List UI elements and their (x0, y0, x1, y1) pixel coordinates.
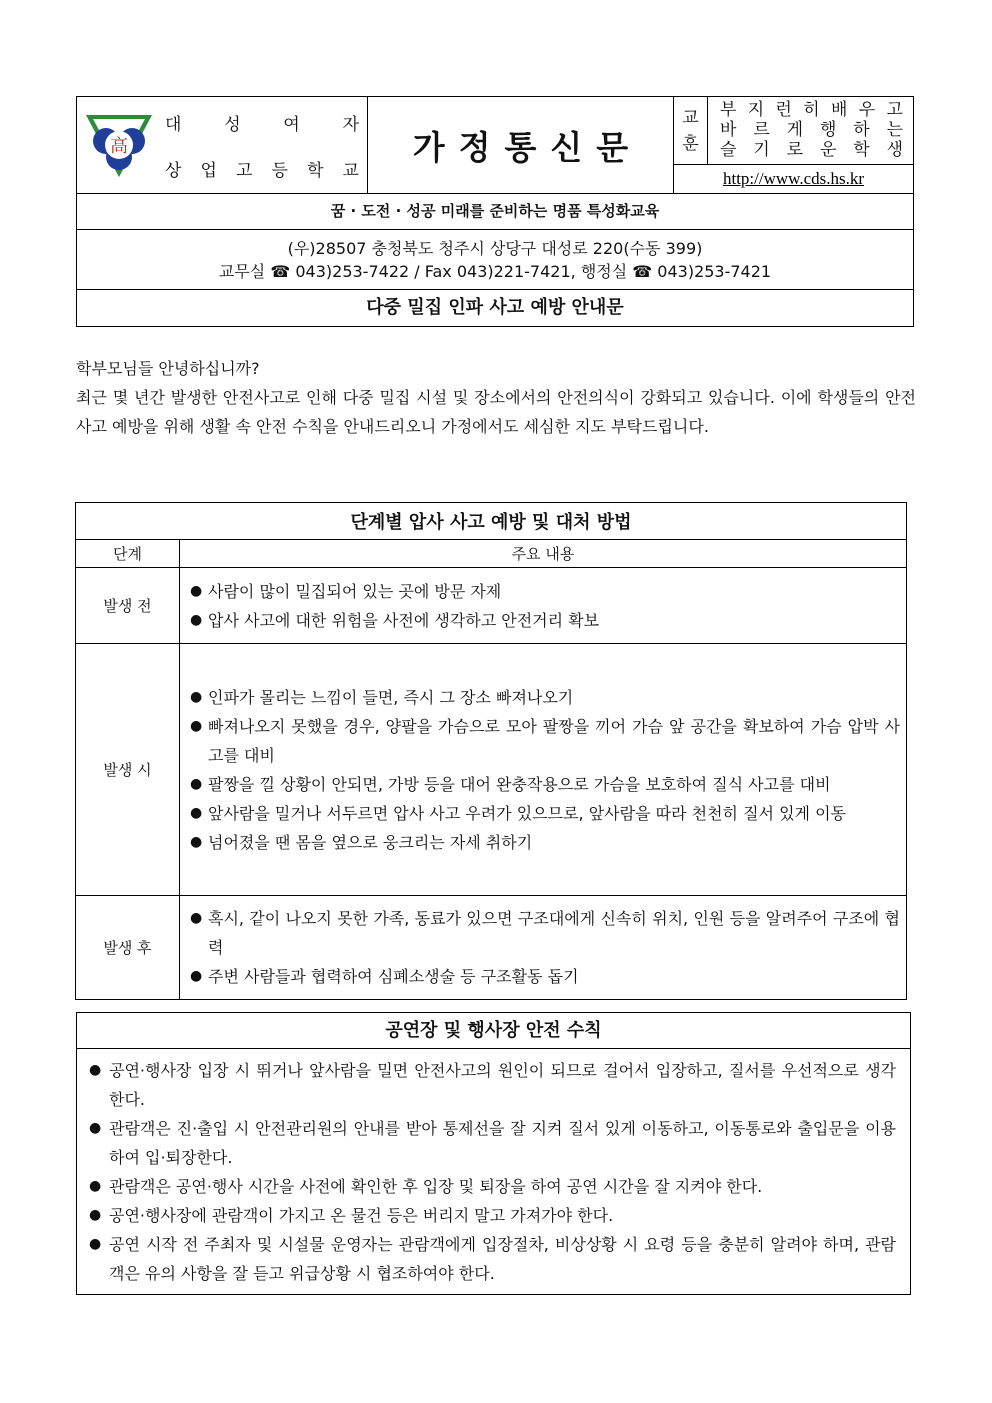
motto-char: 런 (775, 100, 792, 120)
school-name-char: 업 (200, 161, 217, 181)
content-cell (180, 568, 907, 644)
motto-char: 하 (853, 120, 870, 140)
school-name-char: 자 (342, 115, 359, 135)
stage-cell: 발생 후 (76, 896, 180, 1000)
school-name-line1 (165, 112, 359, 138)
stage-cell: 발생 전 (76, 568, 180, 644)
list-item-text: 앞사람을 밀거나 서두르면 압사 사고 우려가 있으므로, 앞사람을 따라 천천히 질서 있게 이동 (208, 803, 846, 823)
greeting: 학부모님들 안녕하십니까? (76, 359, 260, 378)
motto-char: 르 (753, 120, 770, 140)
list-item-text: 사람이 많이 밀집되어 있는 곳에 방문 자제 (208, 581, 502, 601)
slogan: 꿈 · 도전 · 성공 미래를 준비하는 명품 특성화교육 (77, 194, 913, 230)
column-header-content: 주요 내용 (180, 540, 907, 568)
phone-numbers: 교무실 ☎ 043)253-7422 / Fax 043)221-7421, 행정실 ☎ 043)253-7421 (218, 262, 772, 281)
bullet-icon: ● (190, 968, 203, 984)
list-item-text: 팔짱을 낄 상황이 안되면, 가방 등을 대어 완충작용으로 가슴을 보호하여 질식 사고를 대비 (208, 774, 831, 794)
letterhead (76, 96, 914, 327)
list-item (188, 962, 900, 991)
intro-paragraph: 최근 몇 년간 발생한 안전사고로 인해 다중 밀집 시설 및 장소에서의 안전의식이 강화되고 있습니다. 이에 학생들의 안전사고 예방을 위해 생활 속 안전 수칙을 안내드리오니 가정에서도 세심한 지도 부탁드립니다. (76, 388, 916, 436)
motto-char: 바 (720, 120, 737, 140)
motto-char: 로 (786, 140, 804, 160)
school-name-char: 교 (342, 161, 359, 181)
bullet-icon: ● (190, 910, 203, 926)
motto-block (674, 97, 913, 193)
school-name-char: 여 (283, 115, 300, 135)
bullet-icon: ● (89, 1120, 102, 1136)
school-website-link[interactable]: http://www.cds.hs.kr (722, 169, 865, 188)
bullet-icon: ● (89, 1207, 102, 1223)
list-item (188, 577, 900, 606)
intro-text (76, 354, 916, 441)
list-item-text: 주변 사람들과 협력하여 심폐소생술 등 구조활동 돕기 (208, 967, 579, 986)
bullet-icon: ● (89, 1178, 102, 1194)
motto-char: 운 (819, 140, 837, 160)
table-row (76, 644, 907, 896)
motto-line (720, 140, 903, 160)
list-item (188, 683, 900, 712)
list-item (87, 1056, 896, 1114)
bullet-icon: ● (89, 1062, 102, 1078)
list-item (188, 799, 900, 828)
motto-text (708, 97, 913, 164)
motto-char: 게 (786, 120, 804, 140)
list-item-text: 공연·행사장에 관람객이 가지고 온 물건 등은 버리지 말고 가져가야 한다. (109, 1206, 614, 1225)
motto-char: 는 (886, 120, 903, 140)
motto-char: 행 (819, 120, 837, 140)
bullet-icon: ● (190, 804, 203, 821)
school-name-char: 학 (307, 161, 324, 181)
bullet-icon: ● (190, 833, 203, 850)
column-header-stage: 단계 (76, 540, 180, 568)
list-item (87, 1114, 896, 1172)
school-name-char: 등 (271, 161, 288, 181)
crush-prevention-table (75, 502, 907, 1000)
motto-label-char: 훈 (682, 133, 699, 154)
stage-cell: 발생 시 (76, 644, 180, 896)
list-item-text: 빠져나오지 못했을 경우, 양팔을 가슴으로 모아 팔짱을 끼어 가슴 앞 공간을 확보하여 가슴 압박 사고를 대비 (208, 716, 900, 765)
school-name-line2 (165, 158, 359, 184)
bullet-icon: ● (190, 611, 203, 628)
motto-char: 부 (720, 100, 737, 120)
page-title: 가정통신문 (412, 127, 643, 167)
list-item-text: 넘어졌을 땐 몸을 옆으로 웅크리는 자세 취하기 (208, 832, 533, 852)
motto-label (674, 97, 708, 164)
school-name-char: 대 (165, 115, 182, 135)
content-cell (180, 644, 907, 896)
bullet-icon: ● (190, 688, 203, 705)
list-item-text: 혹시, 같이 나오지 못한 가족, 동료가 있으면 구조대에게 신속히 위치, 인원 등을 알려주어 구조에 협력 (208, 909, 900, 957)
motto-char: 생 (886, 140, 903, 160)
list-item-text: 공연·행사장 입장 시 뛰거나 앞사람을 밀면 안전사고의 원인이 되므로 걸어서 입장하고, 질서를 우선적으로 생각한다. (109, 1061, 896, 1109)
list-item-text: 관람객은 공연·행사 시간을 사전에 확인한 후 입장 및 퇴장을 하여 공연 시간을 잘 지켜야 한다. (109, 1177, 763, 1196)
bullet-icon: ● (89, 1236, 102, 1252)
table-row (76, 896, 907, 1000)
school-name-char: 상 (165, 161, 182, 181)
list-item (188, 904, 900, 962)
list-item-text: 압사 사고에 대한 위험을 사전에 생각하고 안전거리 확보 (208, 610, 600, 630)
bullet-icon: ● (190, 717, 203, 734)
school-name-char: 성 (224, 115, 241, 135)
school-name-char: 고 (236, 161, 253, 181)
list-item (87, 1230, 896, 1288)
list-item-text: 공연 시작 전 주최자 및 시설물 운영자는 관람객에게 입장절차, 비상상황 시 요령 등을 충분히 알려야 하며, 관람객은 유의 사항을 잘 듣고 위급상황 시 협조하여야 한다. (109, 1235, 896, 1283)
motto-line (720, 120, 903, 140)
content-cell (180, 896, 907, 1000)
document-title: 다중 밀집 인파 사고 예방 안내문 (366, 297, 624, 318)
motto-label-char: 교 (682, 107, 699, 128)
motto-char: 배 (831, 100, 848, 120)
rules-list (87, 1056, 896, 1288)
school-logo (83, 109, 155, 181)
venue-safety-rules (76, 1012, 911, 1295)
school-block (77, 97, 368, 193)
table-row (76, 568, 907, 644)
contact-info (77, 230, 913, 290)
bullet-icon: ● (190, 775, 203, 792)
motto-char: 지 (747, 100, 765, 120)
address: (우)28507 충청북도 청주시 상당구 대성로 220(수동 399) (287, 239, 703, 258)
bullet-icon: ● (190, 582, 203, 599)
motto-char: 고 (886, 100, 903, 120)
list-item (188, 770, 900, 799)
rules-caption: 공연장 및 행사장 안전 수칙 (77, 1013, 910, 1049)
motto-char: 우 (858, 100, 876, 120)
motto-char: 기 (753, 140, 770, 160)
logo-character: 高 (110, 136, 128, 157)
list-item (87, 1201, 896, 1230)
motto-char: 히 (803, 100, 820, 120)
motto-char: 학 (853, 140, 870, 160)
motto-char: 슬 (720, 140, 737, 160)
list-item-text: 관람객은 진·출입 시 안전관리원의 안내를 받아 통제선을 잘 지켜 질서 있게 이동하고, 이동통로와 출입문을 이용하여 입·퇴장한다. (109, 1119, 896, 1167)
list-item (188, 712, 900, 770)
list-item (188, 828, 900, 857)
list-item (188, 606, 900, 635)
table-caption: 단계별 압사 사고 예방 및 대처 방법 (76, 503, 907, 540)
list-item-text: 인파가 몰리는 느낌이 들면, 즉시 그 장소 빠져나오기 (208, 687, 574, 707)
title-block (368, 97, 674, 193)
motto-line (720, 100, 903, 120)
list-item (87, 1172, 896, 1201)
